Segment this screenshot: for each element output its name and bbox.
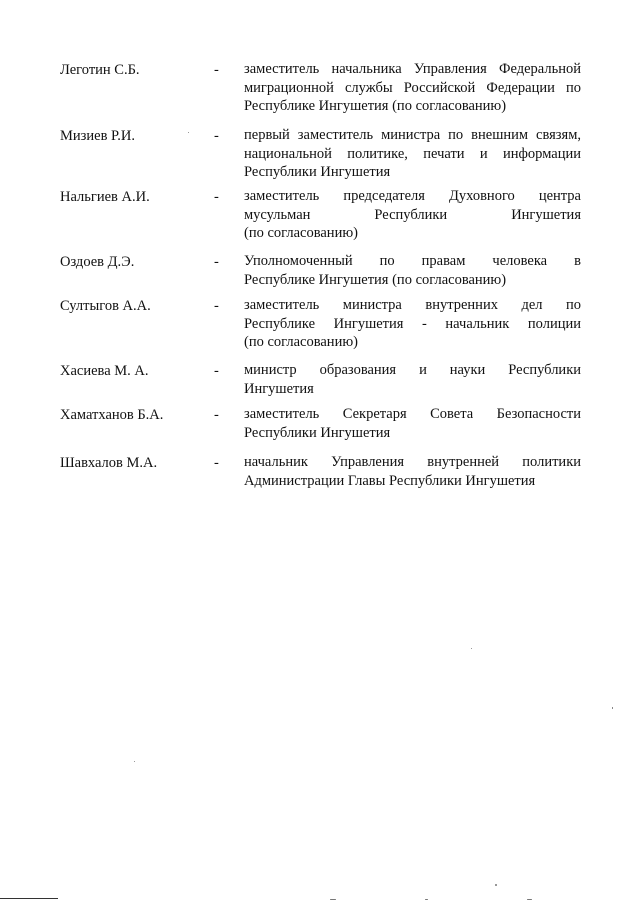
position-line: заместитель председателя Духовного центра <box>244 188 581 204</box>
position-line: заместитель Секретаря Совета Безопасности <box>244 406 581 422</box>
separator-dash: - <box>214 254 219 270</box>
scan-speck <box>425 899 428 900</box>
member-name: Мизиев Р.И. <box>60 128 136 144</box>
separator-dash: - <box>214 189 219 205</box>
position-line: Республике Ингушетия - начальник полиции <box>244 315 581 332</box>
scan-speck <box>612 707 613 709</box>
member-position <box>244 296 581 352</box>
position-line: начальник Управления внутренней политики <box>244 454 581 470</box>
position-line: Республике Ингушетия (по согласованию) <box>244 98 507 114</box>
position-line: Республики Ингушетия <box>244 164 391 180</box>
scan-speck <box>471 648 472 649</box>
position-line: (по согласованию) <box>244 225 358 241</box>
position-line: Республике Ингушетия (по согласованию) <box>244 271 507 288</box>
position-line: заместитель начальника Управления Федеральной <box>244 61 581 77</box>
scan-edge-line <box>0 898 58 899</box>
separator-dash: - <box>214 62 219 78</box>
member-position <box>244 453 581 490</box>
separator-dash: - <box>214 363 219 379</box>
scan-speck <box>134 761 135 762</box>
position-line: министр образования и науки Республики <box>244 362 581 378</box>
member-position <box>244 405 581 442</box>
member-position <box>244 60 581 116</box>
position-line: (по согласованию) <box>244 334 358 350</box>
position-line: национальной политике, печати и информации <box>244 145 581 162</box>
member-name: Леготин С.Б. <box>60 62 140 78</box>
separator-dash: - <box>214 128 219 144</box>
scan-speck <box>188 132 189 133</box>
member-name: Султыгов А.А. <box>60 298 151 314</box>
position-line: Уполномоченный по правам человека в <box>244 253 581 269</box>
member-name: Хаматханов Б.А. <box>60 407 164 423</box>
position-line: заместитель министра внутренних дел по <box>244 297 581 313</box>
member-name: Оздоев Д.Э. <box>60 254 135 270</box>
member-position <box>244 361 581 398</box>
position-line: Администрации Главы Республики Ингушетия <box>244 472 536 489</box>
position-line: первый заместитель министра по внешним связям, <box>244 127 581 143</box>
member-position <box>244 126 581 182</box>
scan-speck <box>330 899 336 900</box>
member-name: Нальгиев А.И. <box>60 189 150 205</box>
member-position <box>244 252 581 289</box>
member-position <box>244 187 581 243</box>
member-name: Хасиева М. А. <box>60 363 149 379</box>
separator-dash: - <box>214 455 219 471</box>
member-name: Шавхалов М.А. <box>60 455 158 471</box>
position-line: мусульман Республики Ингушетия <box>244 206 581 223</box>
separator-dash: - <box>214 407 219 423</box>
position-line: Ингушетия <box>244 380 314 397</box>
scan-speck <box>527 899 532 900</box>
position-line: Республики Ингушетия <box>244 424 391 441</box>
position-line: миграционной службы Российской Федерации по <box>244 79 581 96</box>
scan-speck <box>495 884 497 886</box>
separator-dash: - <box>214 298 219 314</box>
